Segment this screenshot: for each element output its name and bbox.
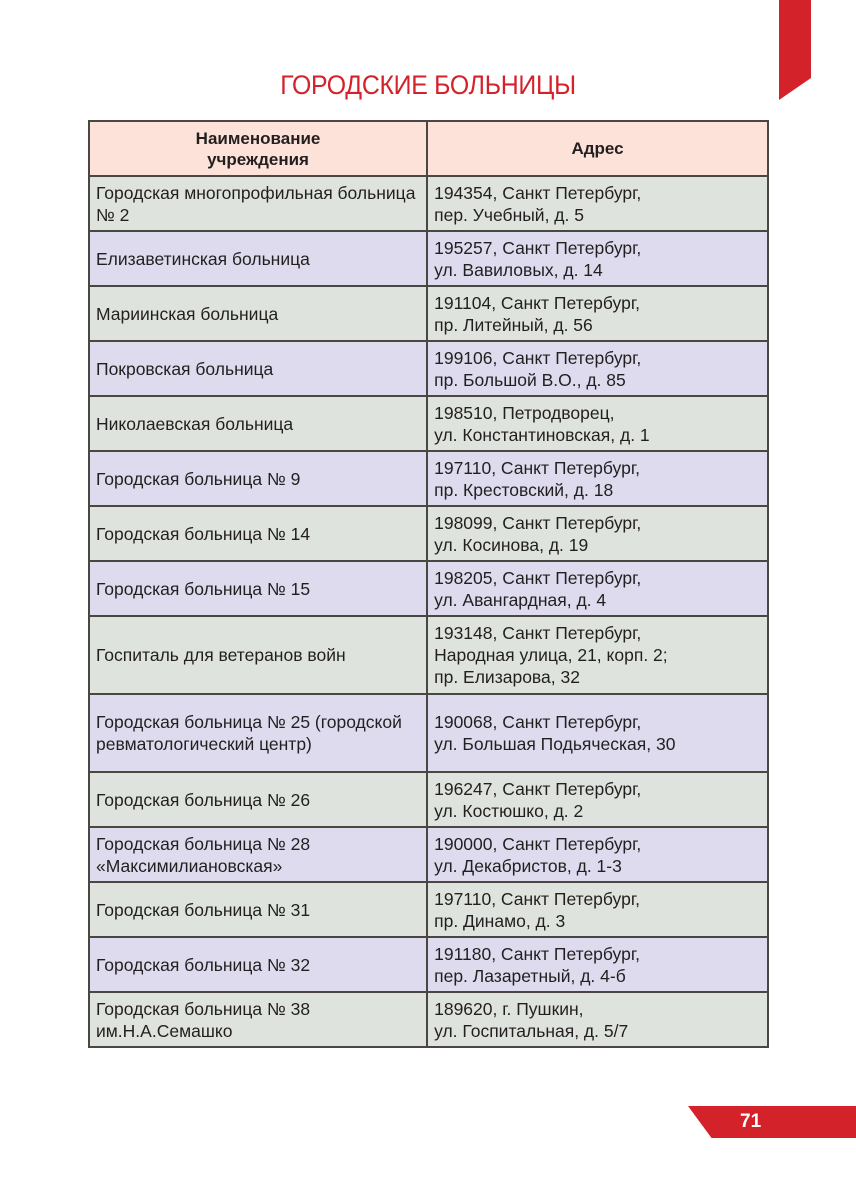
hospital-name: Городская больница № 32 bbox=[89, 937, 427, 992]
hospital-name: Николаевская больница bbox=[89, 396, 427, 451]
table-row bbox=[89, 176, 768, 231]
page-title: ГОРОДСКИЕ БОЛЬНИЦЫ bbox=[280, 70, 576, 100]
page-number-tab bbox=[688, 1106, 856, 1138]
hospital-address: 189620, г. Пушкин, ул. Госпитальная, д. 5/7 bbox=[427, 992, 768, 1047]
hospital-address: 198205, Санкт Петербург, ул. Авангардная, д. 4 bbox=[427, 561, 768, 616]
table-row bbox=[89, 286, 768, 341]
hospital-name: Городская больница № 26 bbox=[89, 772, 427, 827]
hospital-name: Елизаветинская больница bbox=[89, 231, 427, 286]
hospital-address: 197110, Санкт Петербург, пр. Крестовский, д. 18 bbox=[427, 451, 768, 506]
hospital-address: 190000, Санкт Петербург, ул. Декабристов, д. 1-3 bbox=[427, 827, 768, 882]
hospital-name: Городская больница № 14 bbox=[89, 506, 427, 561]
hospitals-table bbox=[88, 120, 769, 1048]
table-row bbox=[89, 561, 768, 616]
column-header-address: Адрес bbox=[427, 121, 768, 176]
hospital-name: Городская больница № 15 bbox=[89, 561, 427, 616]
hospital-name: Городская многопрофильная больница № 2 bbox=[89, 176, 427, 231]
hospital-name: Городская больница № 31 bbox=[89, 882, 427, 937]
column-header-name: Наименование учреждения bbox=[89, 121, 427, 176]
hospital-address: 198099, Санкт Петербург, ул. Косинова, д. 19 bbox=[427, 506, 768, 561]
hospital-address: 196247, Санкт Петербург, ул. Костюшко, д. 2 bbox=[427, 772, 768, 827]
hospital-name: Госпиталь для ветеранов войн bbox=[89, 616, 427, 694]
hospital-address: 199106, Санкт Петербург, пр. Большой В.О., д. 85 bbox=[427, 341, 768, 396]
table-row bbox=[89, 616, 768, 694]
hospital-name: Городская больница № 28 «Максимилиановская» bbox=[89, 827, 427, 882]
table-row bbox=[89, 882, 768, 937]
table-row bbox=[89, 937, 768, 992]
table-row bbox=[89, 396, 768, 451]
table-row bbox=[89, 694, 768, 772]
hospital-address: 198510, Петродворец, ул. Константиновская, д. 1 bbox=[427, 396, 768, 451]
hospital-address: 194354, Санкт Петербург, пер. Учебный, д. 5 bbox=[427, 176, 768, 231]
hospital-name: Городская больница № 9 bbox=[89, 451, 427, 506]
hospital-address: 190068, Санкт Петербург, ул. Большая Подьяческая, 30 bbox=[427, 694, 768, 772]
hospital-name: Городская больница № 25 (городской ревматологический центр) bbox=[89, 694, 427, 772]
table-header-row bbox=[89, 121, 768, 176]
table-row bbox=[89, 772, 768, 827]
hospital-name: Мариинская больница bbox=[89, 286, 427, 341]
page-number: 71 bbox=[740, 1111, 762, 1132]
table-row bbox=[89, 506, 768, 561]
table-row bbox=[89, 827, 768, 882]
hospital-name: Покровская больница bbox=[89, 341, 427, 396]
hospital-address: 191180, Санкт Петербург, пер. Лазаретный, д. 4-б bbox=[427, 937, 768, 992]
table-row bbox=[89, 341, 768, 396]
hospital-address: 195257, Санкт Петербург, ул. Вавиловых, д. 14 bbox=[427, 231, 768, 286]
table-row bbox=[89, 992, 768, 1047]
hospital-address: 193148, Санкт Петербург, Народная улица, 21, корп. 2; пр. Елизарова, 32 bbox=[427, 616, 768, 694]
hospital-name: Городская больница № 38 им.Н.А.Семашко bbox=[89, 992, 427, 1047]
table-row bbox=[89, 231, 768, 286]
table-row bbox=[89, 451, 768, 506]
hospital-address: 191104, Санкт Петербург, пр. Литейный, д. 56 bbox=[427, 286, 768, 341]
hospital-address: 197110, Санкт Петербург, пр. Динамо, д. 3 bbox=[427, 882, 768, 937]
